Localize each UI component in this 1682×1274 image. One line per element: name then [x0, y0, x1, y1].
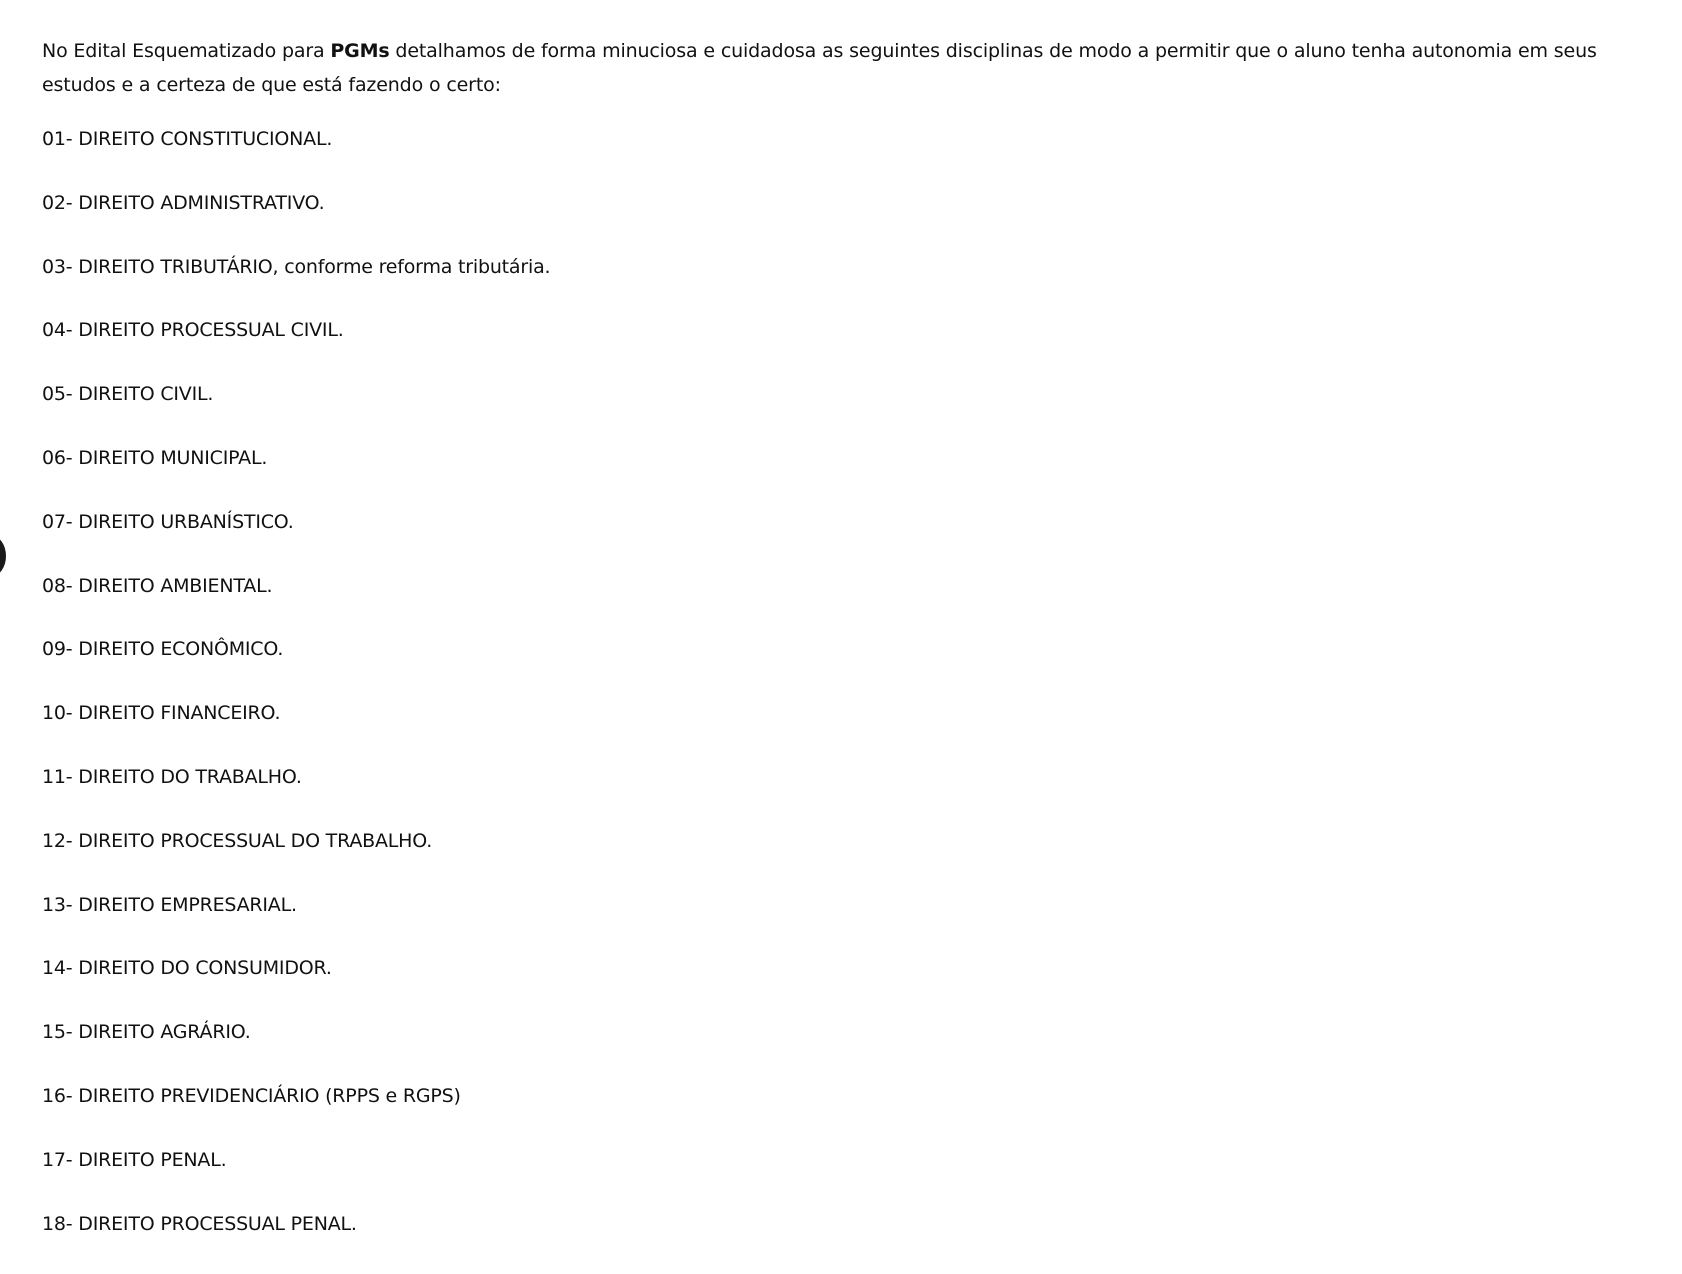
list-item: 11- DIREITO DO TRABALHO.: [42, 765, 302, 788]
list-item: 02- DIREITO ADMINISTRATIVO.: [42, 191, 325, 214]
list-item: 16- DIREITO PREVIDENCIÁRIO (RPPS e RGPS): [42, 1084, 461, 1107]
list-item: 10- DIREITO FINANCEIRO.: [42, 702, 281, 725]
list-item: 08- DIREITO AMBIENTAL.: [42, 574, 273, 597]
intro-highlight: PGMs: [330, 40, 390, 62]
list-item: 05- DIREITO CIVIL.: [42, 383, 214, 406]
list-item: 17- DIREITO PENAL.: [42, 1148, 227, 1171]
list-item: 15- DIREITO AGRÁRIO.: [42, 1021, 251, 1044]
intro-text-end: detalhamos de forma minuciosa e cuidadosa as seguintes disciplinas de modo a permitir que o aluno tenha autonomia em seus estudos e a certeza de que está fazendo o certo:: [42, 40, 1597, 96]
document-body: [42, 34, 1642, 1274]
list-item: 07- DIREITO URBANÍSTICO.: [42, 510, 294, 533]
list-item: 06- DIREITO MUNICIPAL.: [42, 446, 268, 469]
subject-list: [42, 126, 1642, 1237]
side-scroll-handle[interactable]: [0, 536, 6, 576]
list-item: 09- DIREITO ECONÔMICO.: [42, 638, 284, 661]
list-item: 18- DIREITO PROCESSUAL PENAL.: [42, 1212, 357, 1235]
list-item: 01- DIREITO CONSTITUCIONAL.: [42, 128, 333, 150]
list-item: 03- DIREITO TRIBUTÁRIO, conforme reforma tributária.: [42, 255, 551, 278]
list-item: 12- DIREITO PROCESSUAL DO TRABALHO.: [42, 829, 433, 852]
list-item: 13- DIREITO EMPRESARIAL.: [42, 893, 297, 916]
list-item: 04- DIREITO PROCESSUAL CIVIL.: [42, 319, 344, 342]
intro-paragraph: [42, 34, 1642, 102]
intro-text-start: No Edital Esquematizado para: [42, 40, 331, 62]
list-item: 14- DIREITO DO CONSUMIDOR.: [42, 957, 332, 980]
